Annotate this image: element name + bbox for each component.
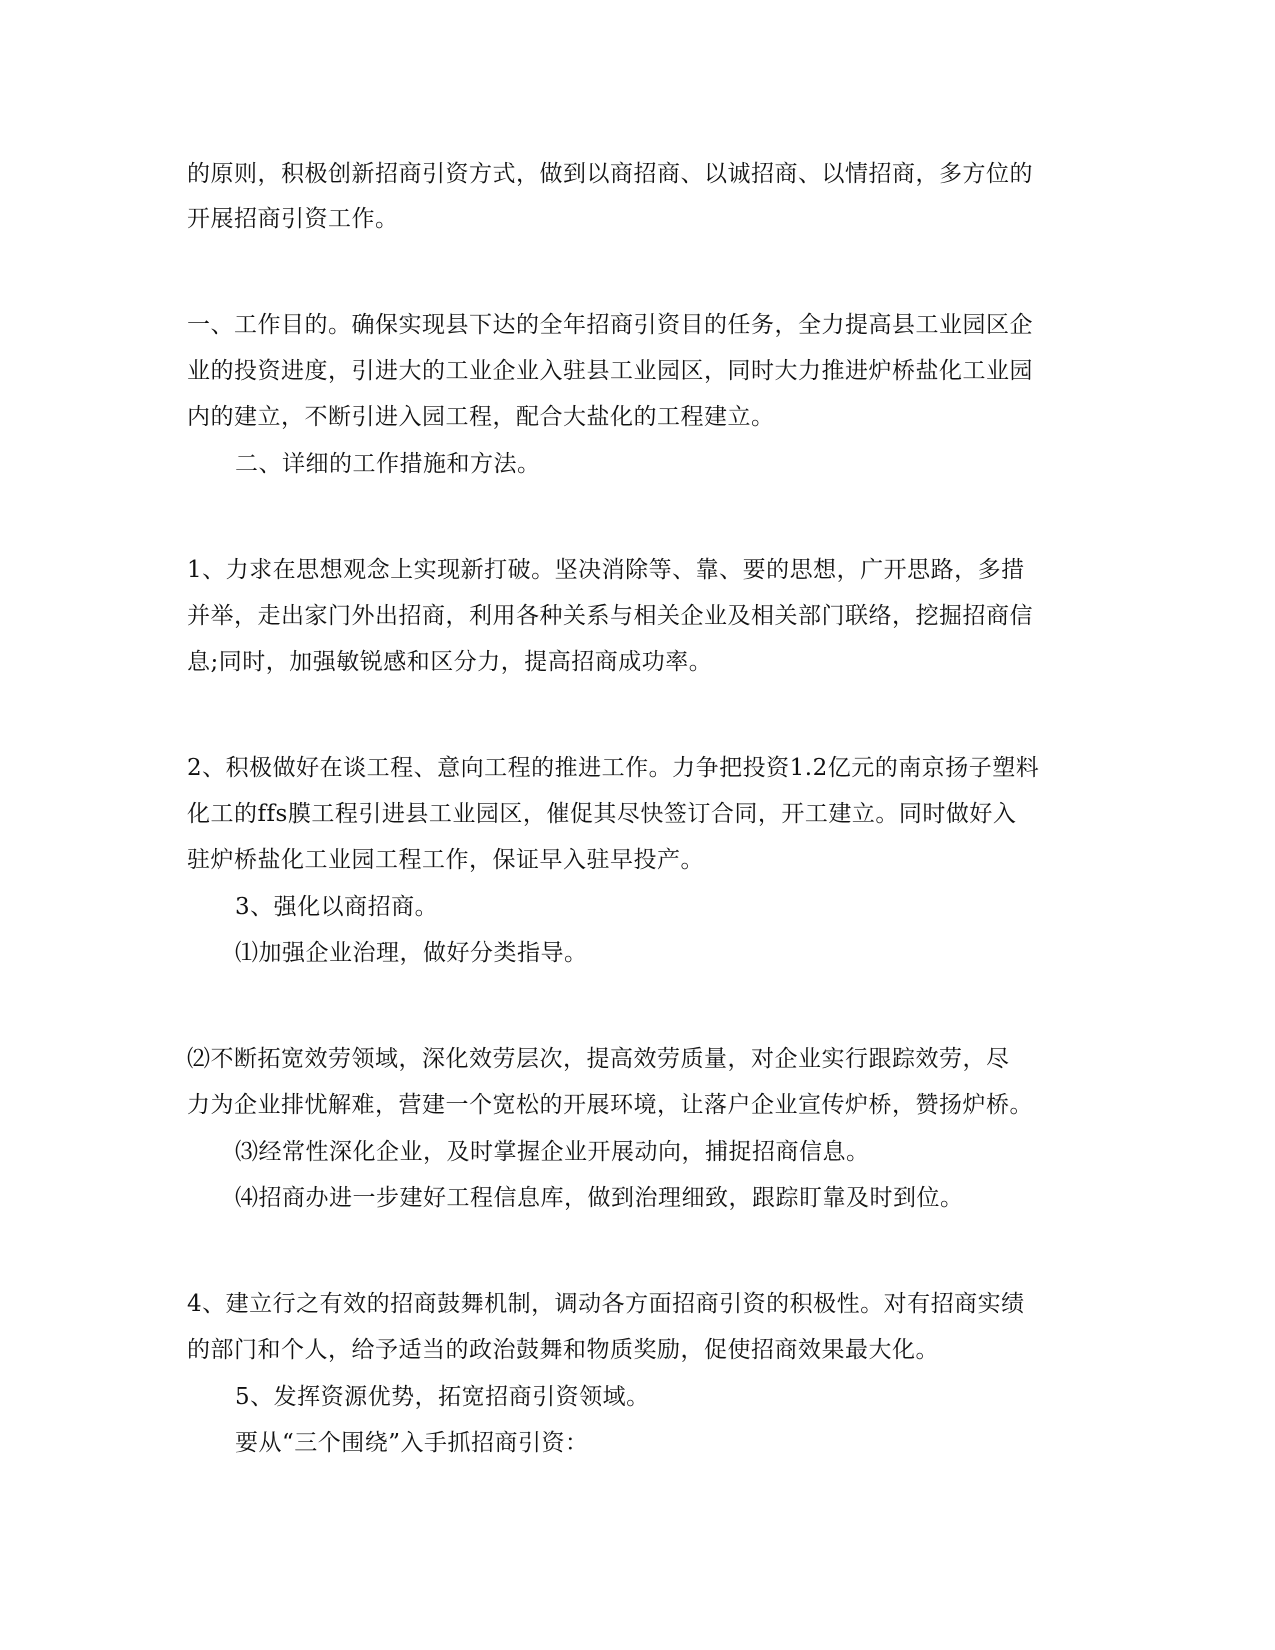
text-line: ⑷招商办进一步建好工程信息库，做到治理细致，跟踪盯靠及时到位。 <box>235 1185 964 1211</box>
text-line: 的部门和个人，给予适当的政治鼓舞和物质奖励，促使招商效果最大化。 <box>187 1337 939 1363</box>
text-line: 2、积极做好在谈工程、意向工程的推进工作。力争把投资1.2亿元的南京扬子塑料 <box>187 755 1040 781</box>
text-line: 要从“三个围绕”入手抓招商引资： <box>235 1430 589 1456</box>
text-line: 业的投资进度，引进大的工业企业入驻县工业园区，同时大力推进炉桥盐化工业园 <box>187 358 1033 384</box>
text-line: 息;同时，加强敏锐感和区分力，提高招商成功率。 <box>187 649 713 675</box>
text-line: 5、发挥资源优势，拓宽招商引资领域。 <box>235 1384 650 1410</box>
text-line: 开展招商引资工作。 <box>187 206 399 232</box>
text-line: 1、力求在思想观念上实现新打破。坚决消除等、靠、要的思想，广开思路，多措 <box>187 557 1025 583</box>
text-line: ⑵不断拓宽效劳领域，深化效劳层次，提高效劳质量，对企业实行跟踪效劳，尽 <box>187 1046 1010 1072</box>
text-line: 力为企业排忧解难，营建一个宽松的开展环境，让落户企业宣传炉桥，赞扬炉桥。 <box>187 1092 1033 1118</box>
text-line: 3、强化以商招商。 <box>235 894 439 920</box>
text-line: 的原则，积极创新招商引资方式，做到以商招商、以诚招商、以情招商，多方位的 <box>187 161 1033 187</box>
text-line: 化工的ffs膜工程引进县工业园区，催促其尽快签订合同，开工建立。同时做好入 <box>187 801 1017 827</box>
text-line: ⑶经常性深化企业，及时掌握企业开展动向，捕捉招商信息。 <box>235 1139 870 1165</box>
text-line: ⑴加强企业治理，做好分类指导。 <box>235 940 588 966</box>
text-line: 4、建立行之有效的招商鼓舞机制，调动各方面招商引资的积极性。对有招商实绩 <box>187 1291 1025 1317</box>
text-line: 并举，走出家门外出招商，利用各种关系与相关企业及相关部门联络，挖掘招商信 <box>187 603 1033 629</box>
text-line: 内的建立，不断引进入园工程，配合大盐化的工程建立。 <box>187 404 775 430</box>
text-line: 驻炉桥盐化工业园工程工作，保证早入驻早投产。 <box>187 847 704 873</box>
text-line: 二、详细的工作措施和方法。 <box>235 451 541 477</box>
text-line: 一、工作目的。确保实现县下达的全年招商引资目的任务，全力提高县工业园区企 <box>187 312 1033 338</box>
